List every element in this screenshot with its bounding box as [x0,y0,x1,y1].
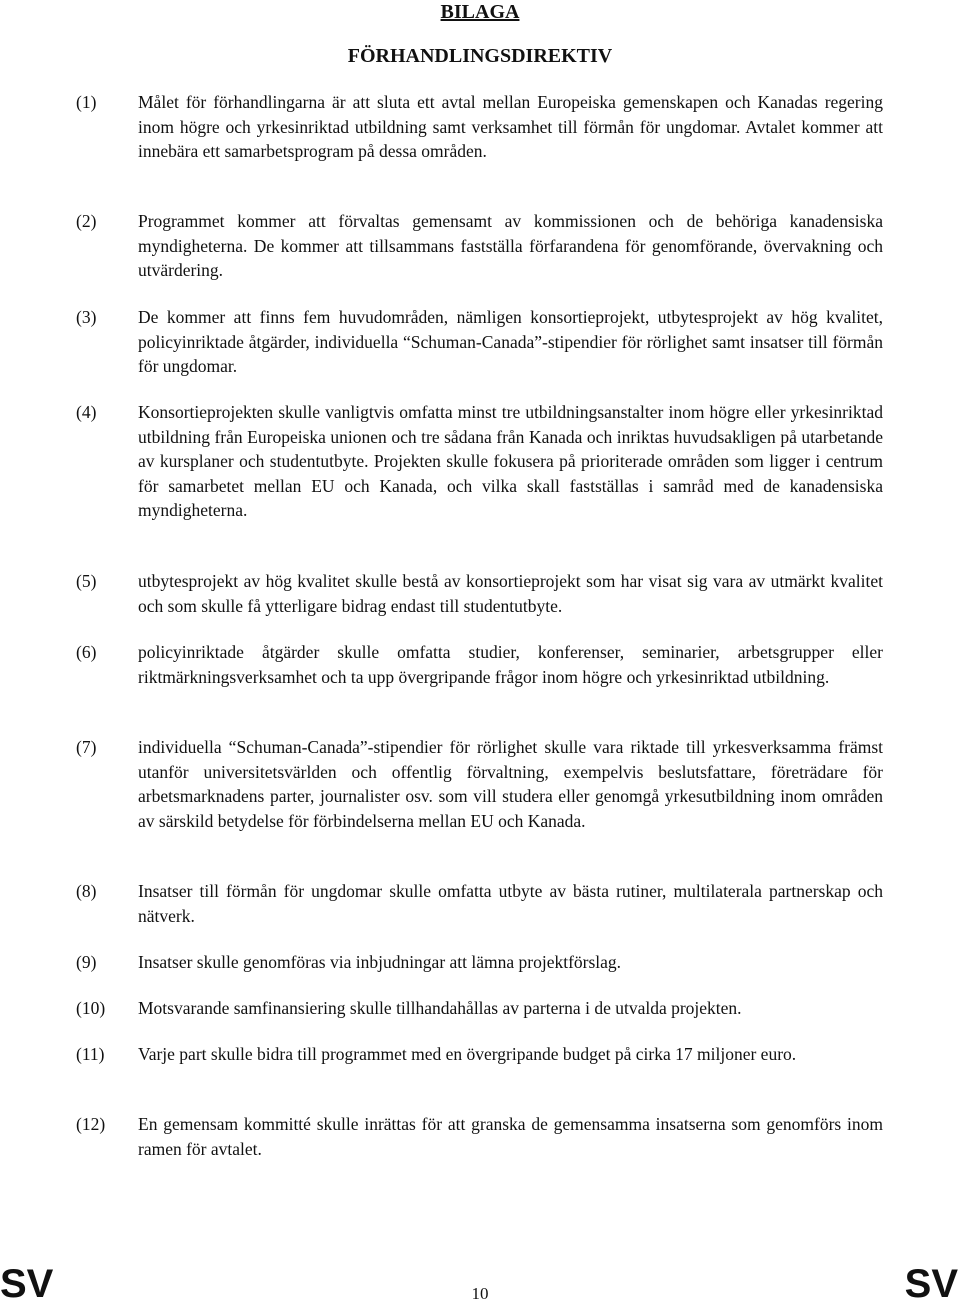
item-number: (1) [76,92,97,112]
item-number: (7) [76,737,97,757]
item-number: (8) [76,881,97,901]
item-number: (2) [76,211,97,231]
item-text: Varje part skulle bidra till programmet med en övergripande budget på cirka 17 miljoner euro. [138,1044,797,1064]
item-number: (4) [76,402,97,422]
footer-language-left: SV [0,1262,54,1306]
item-text: En gemensam kommitté skulle inrättas för att granska de gemensamma insatserna som genomförs inom ramen för avtalet. [138,1114,883,1159]
item-text: Motsvarande samfinansiering skulle tillhandahållas av parterna i de utvalda projekten. [138,998,742,1018]
item-number: (12) [76,1114,106,1134]
item-text: Insatser till förmån för ungdomar skulle omfatta utbyte av bästa rutiner, multilaterala partnerskap och nätverk. [138,881,883,926]
item-text: Insatser skulle genomföras via inbjudningar att lämna projektförslag. [138,952,622,972]
document-title: FÖRHANDLINGSDIREKTIV [347,45,613,67]
item-text: Konsortieprojekten skulle vanligtvis omfatta minst tre utbildningsanstalter inom högre eller yrkesinriktad utbildning från Europeiska unionen och tre sådana från Kanada och inriktas huvudsakligen på utarbetande av kursplaner och studentutbyte. Projekten skulle fokusera på prioriterade områden som ligger i centrum för samarbetet mellan EU och Kanada, och vilka skall fastställas i samråd med de kanadensiska myndigheterna. [138,402,883,521]
item-text: policyinriktade åtgärder skulle omfatta studier, konferenser, seminarier, arbetsgrupper eller riktmärkningsverksamhet och ta upp övergripande frågor inom högre och yrkesinriktad utbildning. [138,642,883,687]
item-text: utbytesprojekt av hög kvalitet skulle bestå av konsortieprojekt som har visat sig vara av utmärkt kvalitet och som skulle få ytterligare bidrag endast till studentutbyte. [138,571,883,616]
item-number: (5) [76,571,97,591]
item-number: (11) [76,1044,105,1064]
page-number: 10 [471,1284,489,1303]
annex-title: BILAGA [440,1,520,23]
item-text: De kommer att finns fem huvudområden, nämligen konsortieprojekt, utbytesprojekt av hög kvalitet, policyinriktade åtgärder, individuella “Schuman-Canada”-stipendier för rörlighet samt insatser till förmån för ungdomar. [138,307,883,377]
item-number: (10) [76,998,106,1018]
item-number: (6) [76,642,97,662]
footer-language-right: SV [904,1262,958,1306]
item-number: (9) [76,952,97,972]
item-text: Programmet kommer att förvaltas gemensamt av kommissionen och de behöriga kanadensiska myndigheterna. De kommer att tillsammans fastställa förfarandena för genomförande, övervakning och utvärdering. [138,211,883,281]
item-number: (3) [76,307,97,327]
item-text: individuella “Schuman-Canada”-stipendier för rörlighet skulle vara riktade till yrkesverksamma främst utanför universitetsvärlden och offentlig förvaltning, exempelvis beslutsfattare, företrädare för arbetsmarknadens parter, journalister osv. som vill studera eller genomgå yrkesutbildning inom områden av särskild betydelse för förbindelserna mellan EU och Kanada. [138,737,883,831]
item-text: Målet för förhandlingarna är att sluta ett avtal mellan Europeiska gemenskapen och Kanadas regering inom högre och yrkesinriktad utbildning samt verksamhet till förmån för ungdomar. Avtalet kommer att innebära ett samarbetsprogram på dessa områden. [138,92,883,162]
